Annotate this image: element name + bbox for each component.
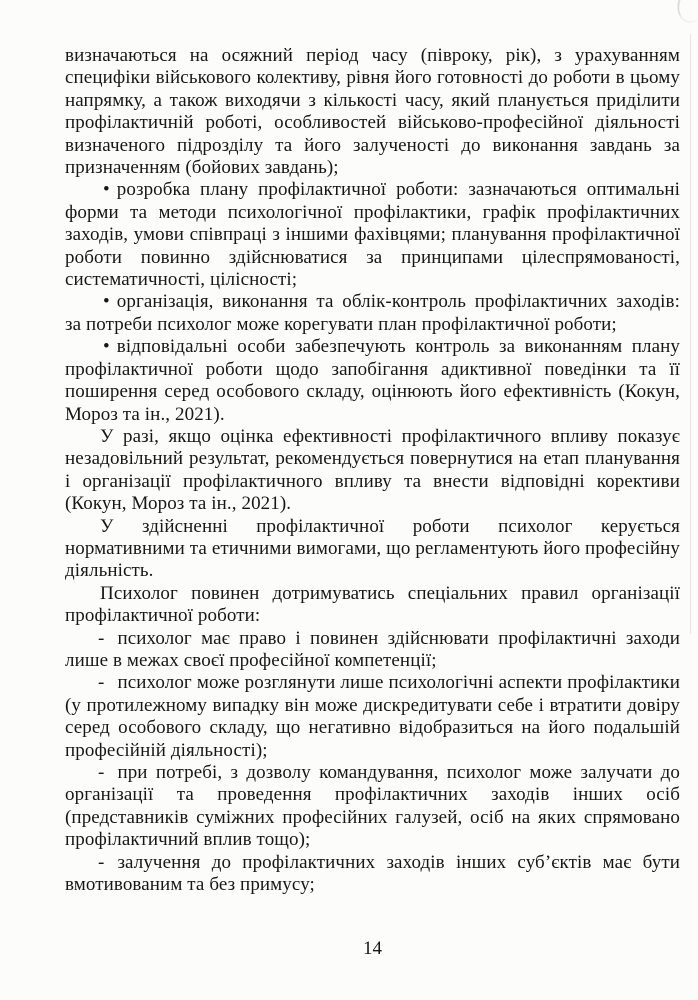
- page-text-block: [65, 45, 680, 896]
- paragraph: [65, 583, 680, 628]
- paragraph-text: психолог може розглянути лише психологічні аспекти профілактики (у протилежному випадку він може дискредитувати себе і втратити довіру серед особового складу, що негативно відобразиться на його подальшій професійній діяльності);: [65, 672, 680, 761]
- dash-item: [65, 852, 680, 897]
- dash-marker: -: [98, 672, 105, 694]
- dash-marker: -: [98, 851, 105, 873]
- paragraph-text: психолог має право і повинен здійснювати профілактичні заходи лише в межах своєї професійної компетенції;: [65, 627, 680, 671]
- bullet-marker: •: [103, 291, 110, 313]
- paragraph-text: відповідальні особи забезпечують контроль за виконанням плану профілактичної роботи щодо запобігання адиктивної поведінки та її поширення серед особового складу, оцінюють його ефективність (Кокун, Мороз та ін., 2021).: [65, 336, 680, 425]
- bullet-marker: •: [103, 336, 110, 358]
- dash-item: [65, 762, 680, 852]
- paragraph-text: при потребі, з дозволу командування, психолог може залучати до організації та проведення профілактичних заходів інших осіб (представників суміжних професійних галузей, осіб на яких спрямовано профілактичний вплив тощо);: [65, 762, 680, 851]
- dash-item: [65, 628, 680, 673]
- paragraph-text: організація, виконання та облік-контроль профілактичних заходів: за потреби психолог може корегувати план профілактичної роботи;: [65, 291, 680, 335]
- paragraph-text: Психолог повинен дотримуватись спеціальних правил організації профілактичної роботи:: [65, 582, 680, 627]
- paragraph-text: У разі, якщо оцінка ефективності профілактичного впливу показує незадовільний результат, рекомендується повернутися на етап планування і організації профілактичного впливу та внести відповідні корективи (Кокун, Мороз та ін., 2021).: [65, 425, 680, 515]
- paragraph-text: визначаються на осяжний період часу (півроку, рік), з урахуванням специфіки військового колективу, рівня його готовності до роботи в цьому напрямку, а також виходячи з кількості часу, який планується приділити профілактичній роботі, особливостей військово-професійної діяльності визначеного підрозділу та його залученості до виконання завдань за призначенням (бойових завдань);: [65, 45, 680, 179]
- dash-marker: -: [98, 762, 105, 783]
- paragraph: [65, 45, 680, 179]
- bullet-item: [65, 291, 680, 336]
- paragraph-text: розробка плану профілактичної роботи: зазначаються оптимальні форми та методи психологічної профілактики, графік профілактичних заходів, умови співпраці з іншими фахівцями; планування профілактичної роботи повинно здійснюватися за принципами цілеспрямованості, систематичності, цілісності;: [65, 179, 680, 291]
- bullet-marker: •: [103, 179, 110, 201]
- paragraph-text: залучення до профілактичних заходів інших суб’єктів має бути вмотивованим та без примусу;: [65, 851, 680, 896]
- dash-item: [65, 672, 680, 762]
- paragraph: [65, 516, 680, 583]
- scan-edge-shadow: [690, 34, 691, 634]
- page-number: 14: [363, 938, 382, 959]
- bullet-item: [65, 179, 680, 291]
- scan-corner-artifact: [672, 0, 698, 27]
- paragraph: [65, 426, 680, 516]
- dash-marker: -: [98, 627, 105, 649]
- bullet-item: [65, 336, 680, 426]
- paragraph-text: У здійсненні профілактичної роботи психолог керується нормативними та етичними вимогами, що регламентують його професійну діяльність.: [65, 515, 680, 582]
